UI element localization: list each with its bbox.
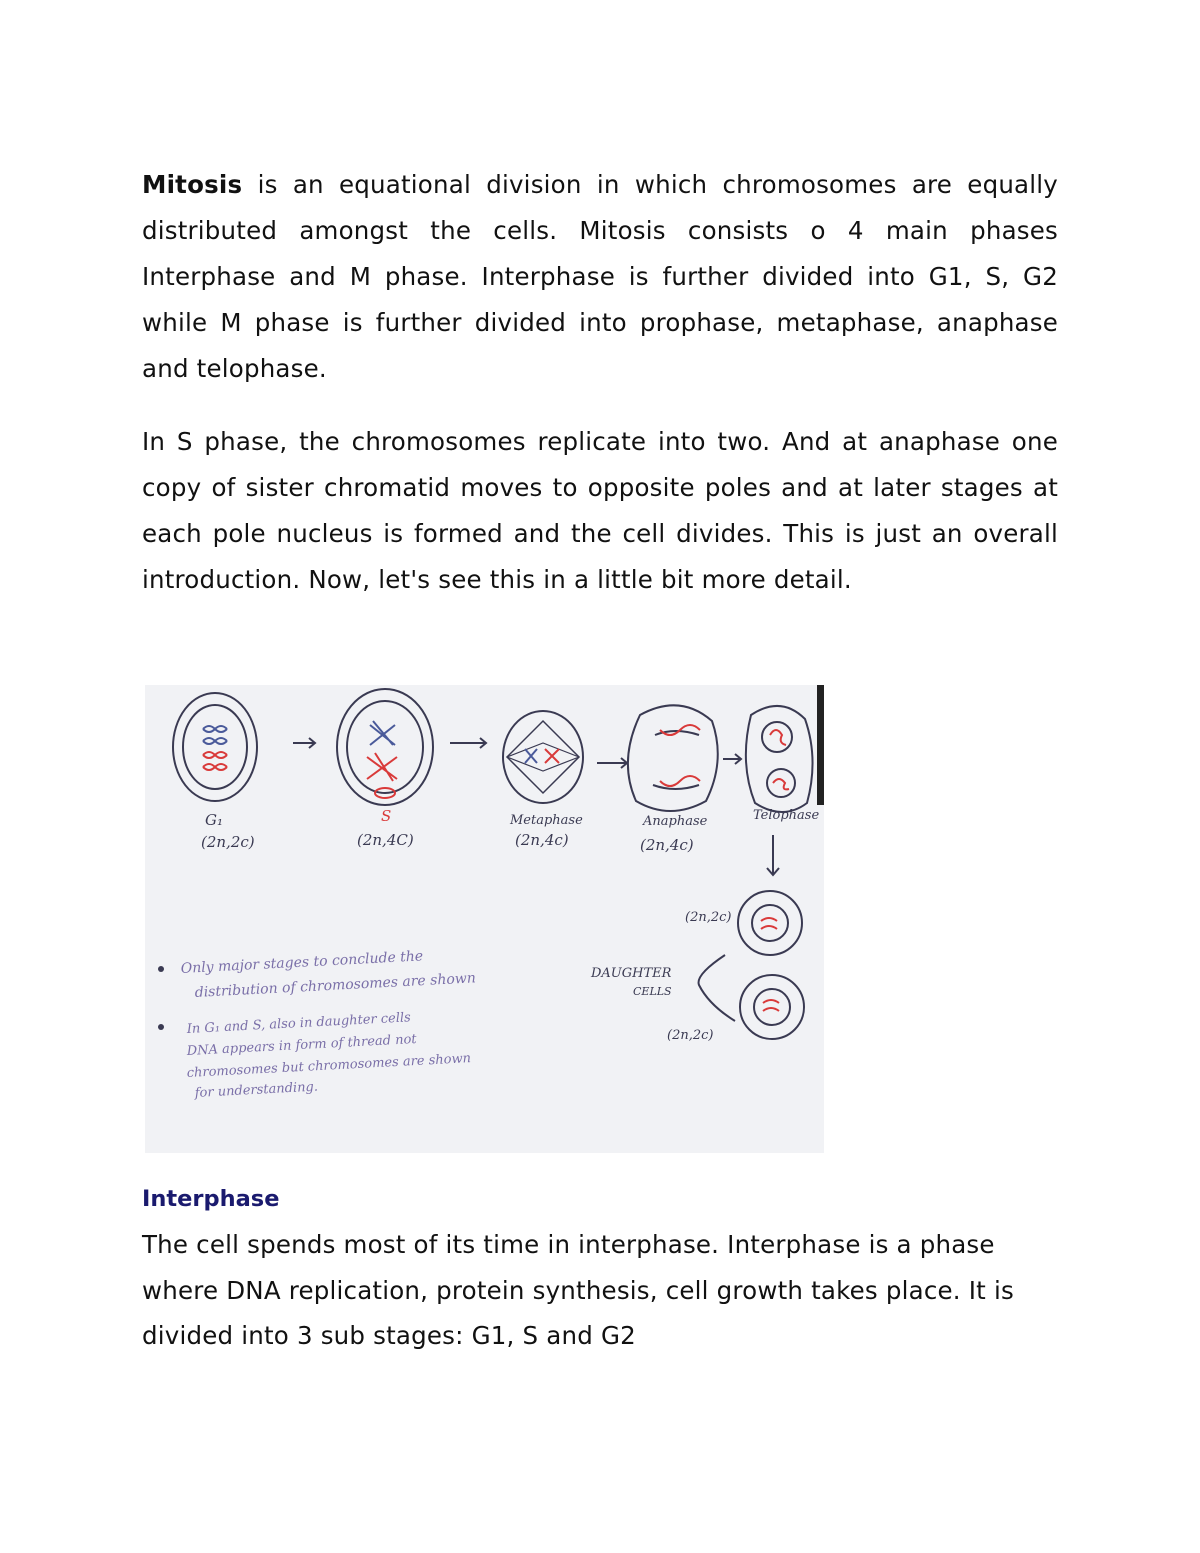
note-2-line-4: for understanding. (194, 1079, 319, 1101)
note-2-line-3: chromosomes but chromosomes are shown (186, 1051, 472, 1081)
daughter-ploidy-top: (2n,2c) (685, 910, 732, 925)
stage-label: G₁ (205, 811, 223, 829)
section-heading: Interphase (142, 1186, 280, 1212)
mitosis-diagram-photo (145, 685, 824, 1153)
intro-paragraph (142, 162, 1058, 392)
daughter-ploidy-bottom: (2n,2c) (667, 1028, 714, 1043)
stage-ploidy: (2n,4c) (640, 836, 694, 854)
note-1-line-1: Only major stages to conclude the (180, 948, 424, 977)
stage-ploidy: (2n,2c) (201, 833, 255, 851)
daughter-cells-label-2: CELLS (633, 985, 672, 998)
intro-paragraph-text: is an equational division in which chromosomes are equally distributed amongst the cells. Mitosis consists o 4 main phases Interphase and M phase. Interphase is further divided into G1, S, G2 while M phase is further divided into prophase, metaphase, anaphase and telophase. (142, 170, 1058, 383)
stage-label: Telophase (753, 808, 820, 823)
stage-label: Metaphase (510, 813, 583, 828)
note-1-line-2: distribution of chromosomes are shown (194, 970, 477, 1001)
note-2-line-1: In G₁ and S, also in daughter cells (186, 1010, 412, 1037)
stage-label: Anaphase (643, 814, 708, 829)
mitosis-term: Mitosis (142, 170, 243, 199)
interphase-paragraph: The cell spends most of its time in interphase. Interphase is a phase where DNA replication, protein synthesis, cell growth takes place. It is divided into 3 sub stages: G1, S and G2 (142, 1230, 1014, 1350)
note-2-line-2: DNA appears in form of thread not (186, 1031, 417, 1059)
s-phase-paragraph: In S phase, the chromosomes replicate into two. And at anaphase one copy of sister chromatid moves to opposite poles and at later stages at each pole nucleus is formed and the cell divides. This is just an overall introduction. Now, let's see this in a little bit more detail. (142, 427, 1058, 594)
daughter-cells-label: DAUGHTER (591, 966, 672, 981)
stage-ploidy: (2n,4c) (515, 831, 569, 849)
stage-label: S (381, 807, 392, 825)
stage-ploidy: (2n,4C) (357, 831, 414, 849)
